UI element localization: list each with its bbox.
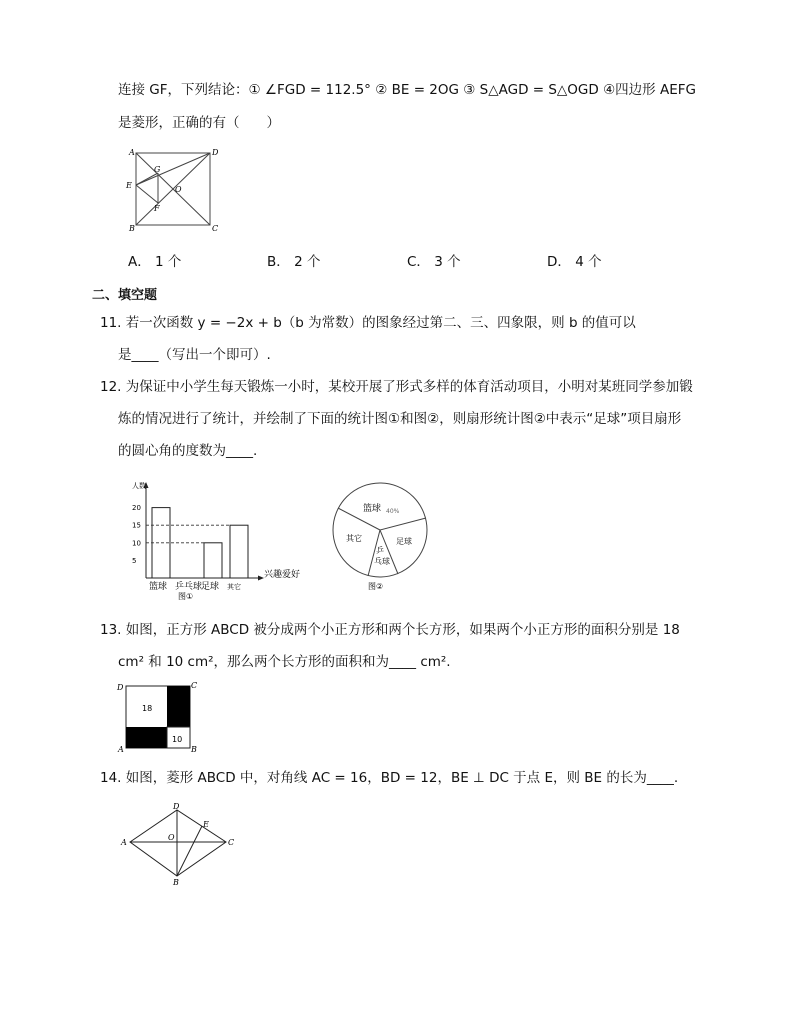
bar-3 bbox=[230, 525, 248, 578]
q12-text-line2: 炼的情况进行了统计，并绘制了下面的统计图①和图②，则扇形统计图②中表示“足球”项目扇形 bbox=[118, 411, 682, 427]
q14-text-line1: 14. 如图，菱形 ABCD 中，对角线 AC = 16，BD = 12，BE ⊥ DC 于点 E，则 BE 的长为____. bbox=[100, 770, 679, 786]
pie-chart-figure-2 bbox=[330, 478, 440, 596]
label-C: C bbox=[191, 681, 198, 690]
q10-text-line1: 连接 GF，下列结论：① ∠FGD = 112.5° ② BE = 2OG ③ S△AGD = S△OGD ④四边形 AEFG bbox=[118, 82, 696, 98]
q11-text-line1: 11. 若一次函数 y = −2x + b（b 为常数）的图象经过第二、三、四象限，则 b 的值可以 bbox=[100, 315, 636, 331]
pie-label-pingpong-1: 乒 bbox=[376, 546, 384, 555]
q10-option-c[interactable] bbox=[407, 250, 461, 270]
q10-text-line2: 是菱形，正确的有（ ） bbox=[118, 115, 280, 131]
x-tick-label: 乒乓球 bbox=[175, 582, 203, 592]
y-tick-label: 20 bbox=[132, 504, 141, 513]
section-title: 二、填空题 bbox=[92, 288, 158, 303]
label-B: B bbox=[191, 745, 197, 752]
x-tick-label: 其它 bbox=[227, 583, 241, 591]
option-text: 3 个 bbox=[434, 254, 461, 270]
label-A: A bbox=[129, 148, 135, 157]
label-E: E bbox=[203, 820, 209, 829]
q10-square-figure bbox=[120, 145, 220, 233]
q10-option-a[interactable] bbox=[128, 250, 181, 270]
q13-square-figure bbox=[116, 680, 206, 752]
x-tick-label: 篮球 bbox=[149, 582, 168, 592]
pie-label-other: 其它 bbox=[346, 534, 362, 543]
label-C: C bbox=[228, 838, 235, 847]
q14-rhombus-figure bbox=[118, 800, 243, 888]
q10-option-d[interactable] bbox=[547, 250, 602, 270]
option-letter: C． bbox=[407, 254, 430, 270]
chart-caption: 图① bbox=[178, 592, 194, 601]
q12-text-line3: 的圆心角的度数为____. bbox=[118, 443, 258, 459]
label-O: O bbox=[175, 185, 182, 194]
q10-option-b[interactable] bbox=[267, 250, 320, 270]
q13-text-line2: cm² 和 10 cm²，那么两个长方形的面积和为____ cm². bbox=[118, 654, 451, 670]
y-tick-label: 10 bbox=[132, 539, 141, 548]
pie-label-basketball: 篮球 bbox=[363, 504, 382, 514]
option-text: 1 个 bbox=[155, 254, 182, 270]
label-D: D bbox=[212, 148, 219, 157]
option-letter: A． bbox=[128, 254, 151, 270]
y-tick-label: 5 bbox=[132, 556, 137, 565]
bar-2 bbox=[204, 543, 222, 578]
option-letter: D． bbox=[547, 254, 571, 270]
q12-text-line1: 12. 为保证中小学生每天锻炼一小时，某校开展了形式多样的体育活动项目，小明对某班同学参加锻 bbox=[100, 379, 693, 395]
q13-text-line1: 13. 如图，正方形 ABCD 被分成两个小正方形和两个长方形，如果两个小正方形的面积分别是 18 bbox=[100, 622, 680, 638]
label-D: D bbox=[173, 802, 180, 811]
label-F: F bbox=[154, 204, 160, 213]
x-tick-label: 足球 bbox=[201, 582, 220, 592]
label-O: O bbox=[168, 833, 175, 842]
label-D: D bbox=[117, 683, 124, 692]
pie-label-football: 足球 bbox=[396, 537, 412, 546]
pie-label-pingpong-2: 乓球 bbox=[374, 557, 390, 566]
label-A: A bbox=[121, 838, 127, 847]
label-B: B bbox=[173, 878, 179, 887]
label-C: C bbox=[212, 224, 219, 233]
y-axis-label: 人数 bbox=[132, 482, 146, 490]
area-label-18: 18 bbox=[142, 704, 153, 713]
q11-text-line2: 是____（写出一个即可）. bbox=[118, 347, 271, 363]
chart-caption: 图② bbox=[368, 582, 384, 591]
y-tick-label: 15 bbox=[132, 521, 141, 530]
label-G: G bbox=[154, 165, 161, 174]
label-A: A bbox=[118, 745, 124, 752]
area-label-10: 10 bbox=[172, 735, 183, 744]
x-axis-label: 兴趣爱好 bbox=[264, 570, 301, 580]
bar-chart-figure-1 bbox=[118, 478, 323, 603]
label-E: E bbox=[126, 181, 132, 190]
label-B: B bbox=[129, 224, 135, 233]
option-letter: B． bbox=[267, 254, 290, 270]
option-text: 4 个 bbox=[575, 254, 602, 270]
pie-label-percent: 40% bbox=[386, 508, 400, 515]
option-text: 2 个 bbox=[294, 254, 321, 270]
pie-slice-divider bbox=[380, 518, 426, 530]
